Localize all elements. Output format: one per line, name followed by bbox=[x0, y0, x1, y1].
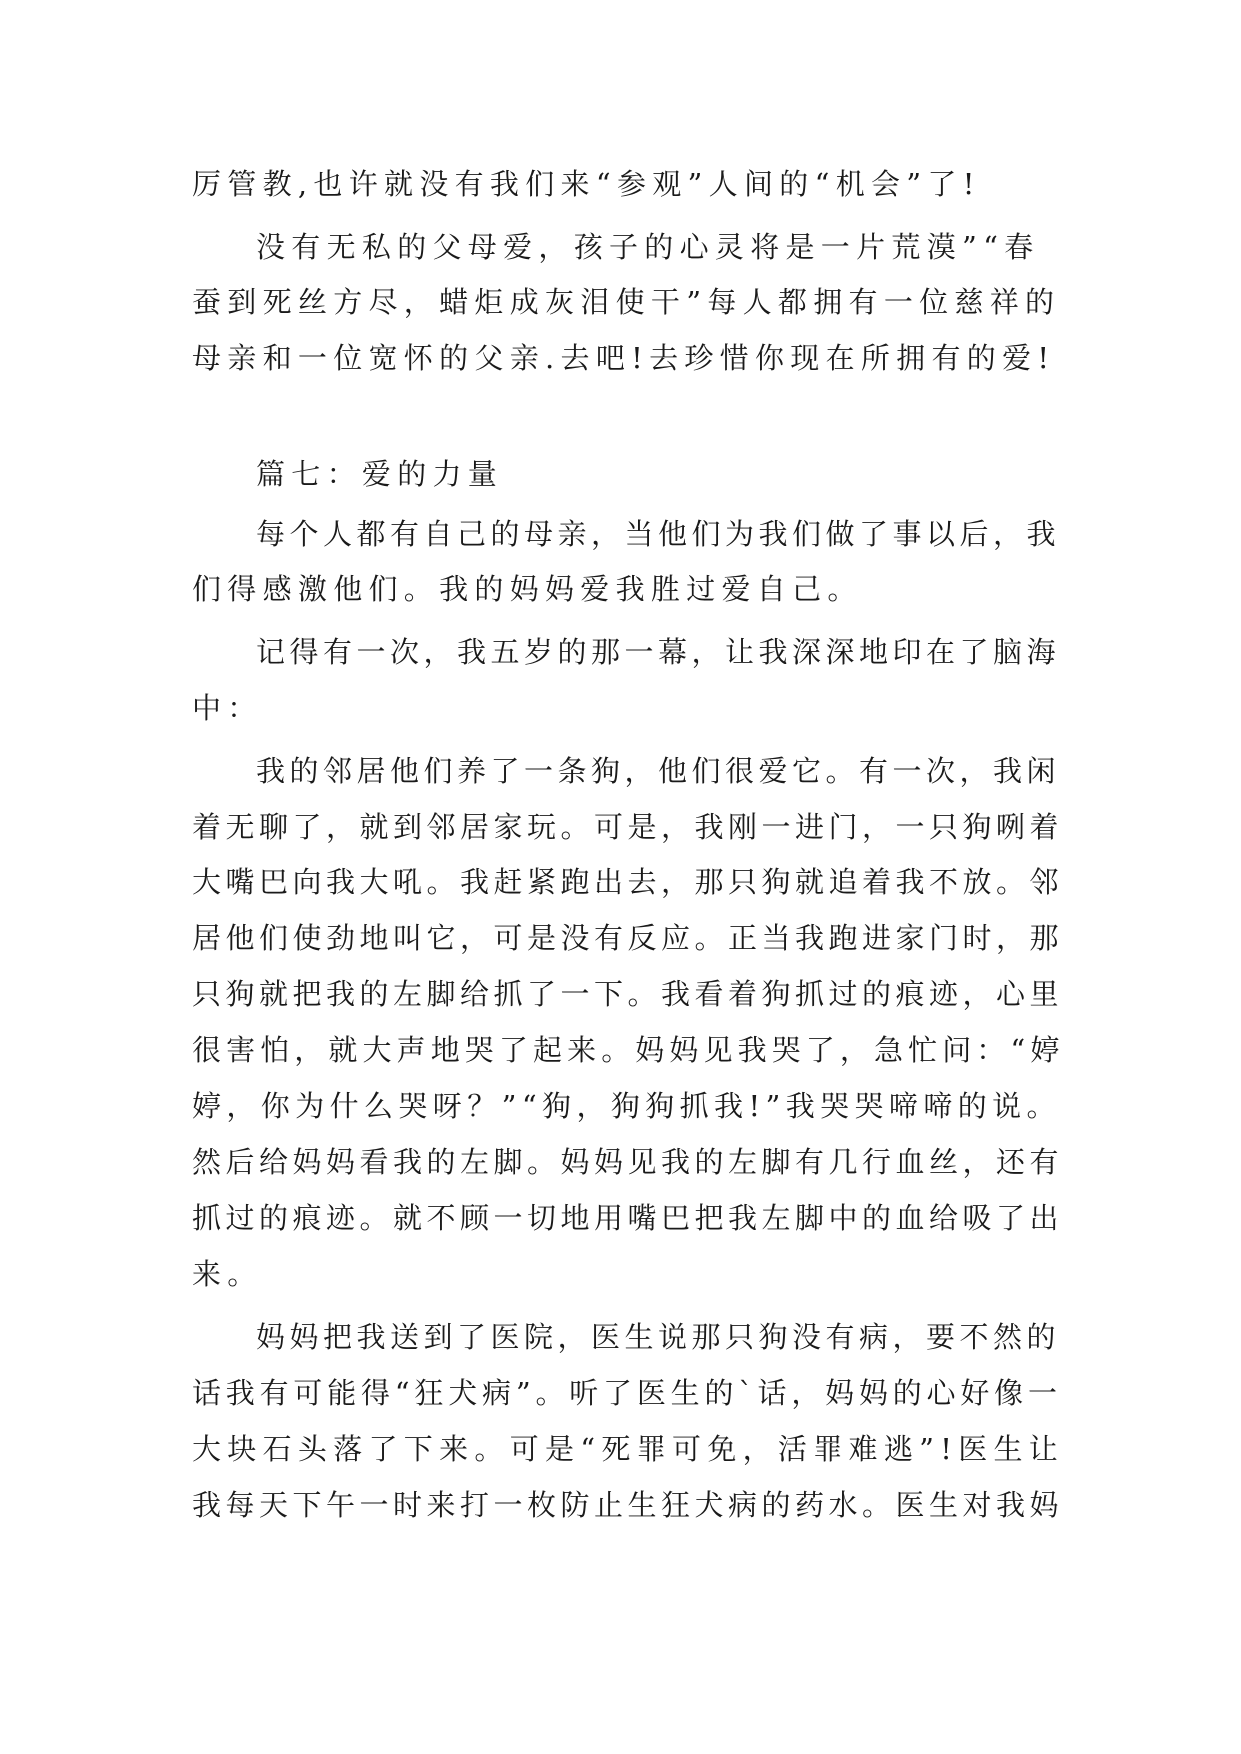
text-line: 婷，你为什么哭呀？”“狗，狗狗抓我!”我哭哭啼啼的说。 bbox=[192, 1089, 1061, 1123]
text-line: 没有无私的父母爱，孩子的心灵将是一片荒漠”“春 bbox=[256, 230, 1040, 264]
text-line: 大块石头落了下来。可是“死罪可免，活罪难逃”!医生让 bbox=[192, 1432, 1065, 1466]
text-line: 我的邻居他们养了一条狗，他们很爱它。有一次，我闲 bbox=[256, 754, 1061, 788]
text-line: 记得有一次，我五岁的那一幕，让我深深地印在了脑海 bbox=[256, 635, 1061, 669]
text-line: 着无聊了，就到邻居家玩。可是，我刚一进门，一只狗咧着 bbox=[192, 810, 1064, 844]
text-line: 厉管教,也许就没有我们来“参观”人间的“机会”了! bbox=[192, 167, 981, 201]
text-line: 很害怕，就大声地哭了起来。妈妈见我哭了，急忙问：“婷 bbox=[192, 1033, 1065, 1067]
text-line: 蚕到死丝方尽，蜡炬成灰泪使干”每人都拥有一位慈祥的 bbox=[192, 285, 1061, 319]
text-line: 我每天下午一时来打一枚防止生狂犬病的药水。医生对我妈 bbox=[192, 1488, 1064, 1522]
text-line: 每个人都有自己的母亲，当他们为我们做了事以后，我 bbox=[256, 517, 1061, 551]
text-line: 话我有可能得“狂犬病”。听了医生的`话，妈妈的心好像一 bbox=[192, 1376, 1062, 1410]
text-line: 居他们使劲地叫它，可是没有反应。正当我跑进家门时，那 bbox=[192, 921, 1064, 955]
text-line: 来。 bbox=[192, 1257, 263, 1291]
text-line: 抓过的痕迹。就不顾一切地用嘴巴把我左脚中的血给吸了出 bbox=[192, 1201, 1064, 1235]
text-line: 大嘴巴向我大吼。我赶紧跑出去，那只狗就追着我不放。邻 bbox=[192, 865, 1064, 899]
text-line: 只狗就把我的左脚给抓了一下。我看着狗抓过的痕迹，心里 bbox=[192, 977, 1064, 1011]
text-line: 然后给妈妈看我的左脚。妈妈见我的左脚有几行血丝，还有 bbox=[192, 1145, 1064, 1179]
text-line: 妈妈把我送到了医院，医生说那只狗没有病，要不然的 bbox=[256, 1320, 1061, 1354]
text-line: 们得感激他们。我的妈妈爱我胜过爱自己。 bbox=[192, 572, 863, 606]
text-line: 中： bbox=[192, 691, 263, 725]
text-line: 母亲和一位宽怀的父亲.去吧!去珍惜你现在所拥有的爱! bbox=[192, 341, 1056, 375]
section-heading: 篇七：爱的力量 bbox=[256, 457, 504, 491]
